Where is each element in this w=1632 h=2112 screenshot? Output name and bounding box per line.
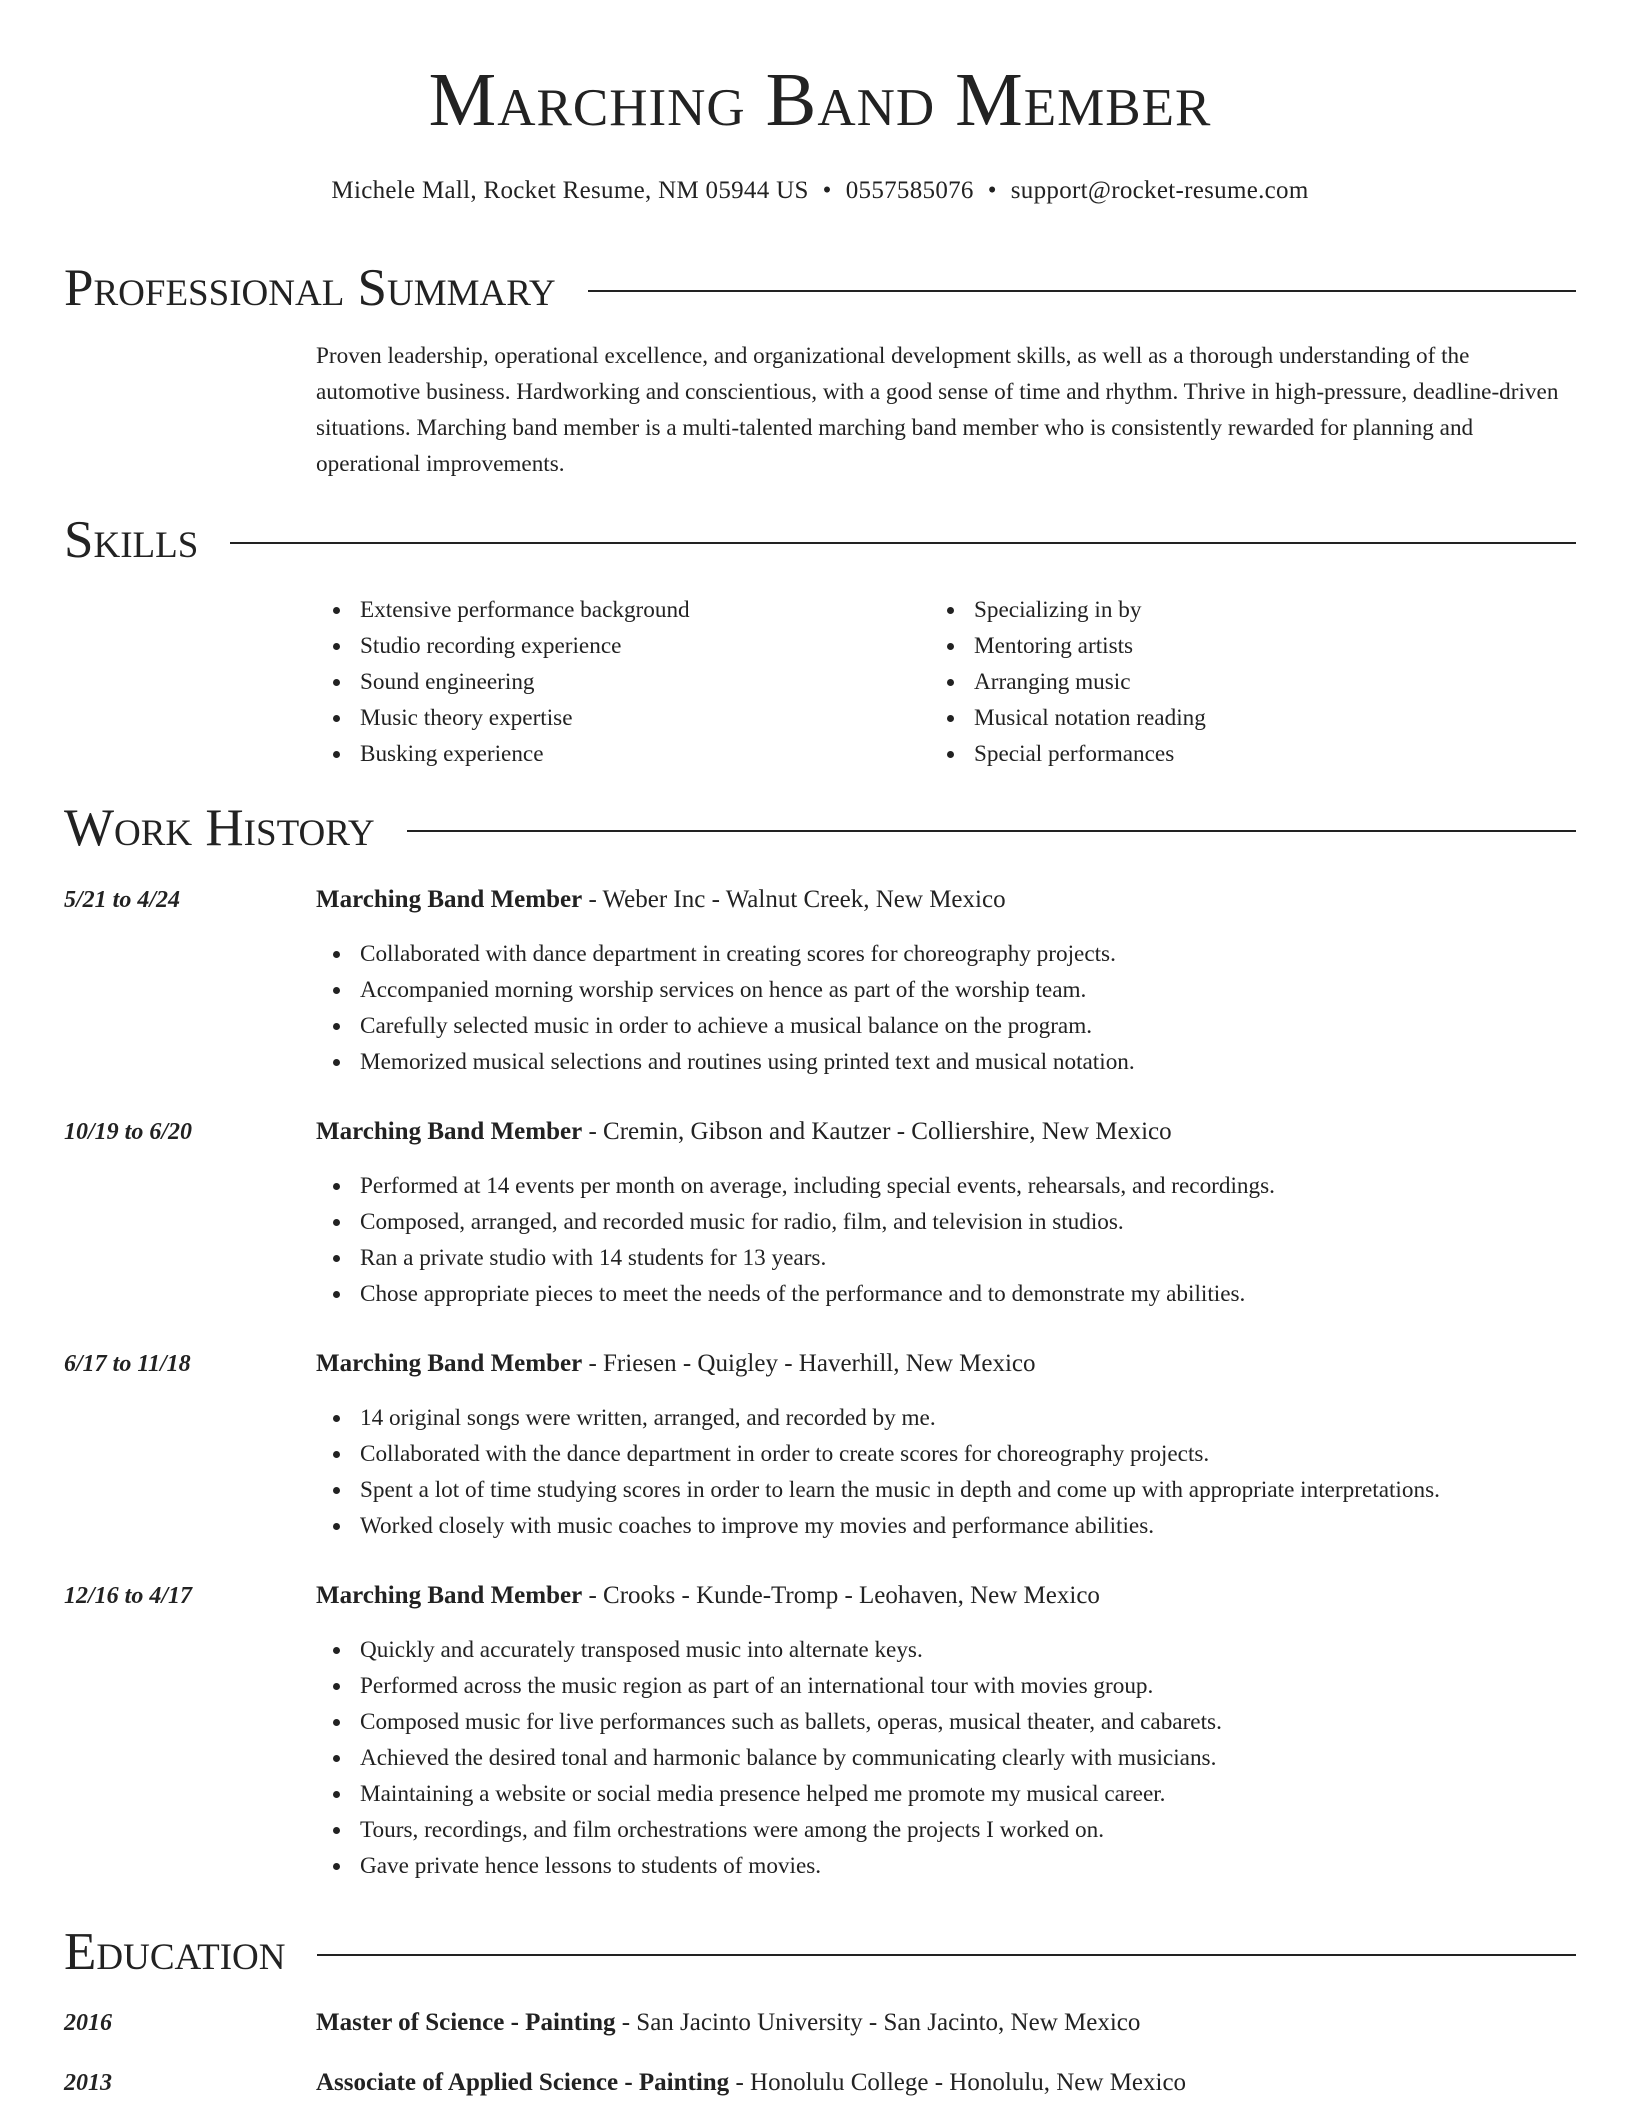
job-bullet: Collaborated with dance department in creating scores for choreography projects. [316,936,1135,972]
section-title: Professional Summary [64,258,556,317]
contact-separator: • [987,177,997,204]
contact-email: support@rocket-resume.com [1010,177,1309,204]
job-bullet: Accompanied morning worship services on hence as part of the worship team. [316,972,1135,1008]
job-bullet: Worked closely with music coaches to improve my movies and performance abilities. [316,1508,1440,1544]
job-bullet: Maintaining a website or social media presence helped me promote my musical career. [316,1776,1222,1812]
contact-line [64,176,1576,206]
job-heading [316,882,1006,918]
skill-item: Music theory expertise [316,700,690,736]
education-year: 2016 [64,2010,112,2036]
skill-item: Specializing in by [930,592,1206,628]
job-bullet: Achieved the desired tonal and harmonic balance by communicating clearly with musicians. [316,1740,1222,1776]
job-role: Marching Band Member [316,1350,583,1377]
skill-item: Extensive performance background [316,592,690,628]
job-bullet: Composed music for live performances such as ballets, operas, musical theater, and cabarets. [316,1704,1222,1740]
job-heading [316,1578,1100,1614]
job-bullet: Quickly and accurately transposed music into alternate keys. [316,1632,1222,1668]
job-bullet: Spent a lot of time studying scores in order to learn the music in depth and come up with appropriate interpretations. [316,1472,1440,1508]
job-bullet: Performed across the music region as part of an international tour with movies group. [316,1668,1222,1704]
job-role: Marching Band Member [316,886,583,913]
job-bullets [316,1632,1222,1884]
job-bullet: Performed at 14 events per month on average, including special events, rehearsals, and recordings. [316,1168,1275,1204]
job-bullet: Ran a private studio with 14 students for 13 years. [316,1240,1275,1276]
section-divider [317,1954,1576,1956]
skills-list-left [316,592,690,772]
education-degree: Master of Science - Painting [316,2009,616,2036]
job-dates: 5/21 to 4/24 [64,887,181,913]
job-bullet: Carefully selected music in order to achieve a musical balance on the program. [316,1008,1135,1044]
job-bullet: Collaborated with the dance department in order to create scores for choreography projects. [316,1436,1440,1472]
contact-phone: 0557585076 [845,177,974,204]
job-bullet: 14 original songs were written, arranged, and recorded by me. [316,1400,1440,1436]
job-dates: 10/19 to 6/20 [64,1119,193,1145]
job-bullet: Gave private hence lessons to students of movies. [316,1848,1222,1884]
job-employer: - Weber Inc - Walnut Creek, New Mexico [582,886,1006,913]
job-bullets [316,936,1135,1080]
section-divider [230,542,1576,544]
education-section-header [64,1924,1576,1980]
job-dates: 6/17 to 11/18 [64,1351,191,1377]
job-employer: - Crooks - Kunde-Tromp - Leohaven, New Mexico [582,1582,1100,1609]
skill-item: Arranging music [930,664,1206,700]
contact-address: Michele Mall, Rocket Resume, NM 05944 US [331,177,809,204]
job-bullets [316,1400,1440,1544]
section-divider [588,290,1576,292]
skill-item: Studio recording experience [316,628,690,664]
job-bullet: Memorized musical selections and routines using printed text and musical notation. [316,1044,1135,1080]
job-bullet: Composed, arranged, and recorded music for radio, film, and television in studios. [316,1204,1275,1240]
job-bullet: Chose appropriate pieces to meet the needs of the performance and to demonstrate my abilities. [316,1276,1275,1312]
job-dates: 12/16 to 4/17 [64,1583,193,1609]
job-bullets [316,1168,1275,1312]
education-year: 2013 [64,2070,112,2096]
work-section-header [64,800,1576,856]
skill-item: Sound engineering [316,664,690,700]
skill-item: Busking experience [316,736,690,772]
education-school: - Honolulu College - Honolulu, New Mexico [729,2069,1187,2096]
section-title: Education [64,1922,286,1981]
education-degree: Associate of Applied Science - Painting [316,2069,730,2096]
section-divider [407,830,1576,832]
skills-list-right [930,592,1206,772]
job-role: Marching Band Member [316,1582,583,1609]
job-employer: - Cremin, Gibson and Kautzer - Colliershire, New Mexico [582,1118,1172,1145]
education-school: - San Jacinto University - San Jacinto, New Mexico [615,2009,1141,2036]
summary-text: Proven leadership, operational excellence, and organizational development skills, as well as a thorough understanding of the automotive business. Hardworking and conscientious, with a good sense of time and rhythm. Thrive in high-pressure, deadline-driven situations. Marching band member is a multi-talented marching band member who is consistently rewarded for planning and operational improvements. [316,343,1559,477]
section-title: Work History [64,798,375,857]
skills-section-header [64,512,1576,568]
education-entry [316,2065,1186,2101]
skill-item: Musical notation reading [930,700,1206,736]
skill-item: Mentoring artists [930,628,1206,664]
job-employer: - Friesen - Quigley - Haverhill, New Mexico [582,1350,1036,1377]
contact-separator: • [822,177,832,204]
job-role: Marching Band Member [316,1118,583,1145]
education-entry [316,2005,1140,2041]
resume-name: Marching Band Member [428,58,1212,142]
section-title: Skills [64,510,199,569]
job-bullet: Tours, recordings, and film orchestrations were among the projects I worked on. [316,1812,1222,1848]
job-heading [316,1114,1172,1150]
job-heading [316,1346,1036,1382]
skill-item: Special performances [930,736,1206,772]
summary-section-header [64,260,1576,316]
